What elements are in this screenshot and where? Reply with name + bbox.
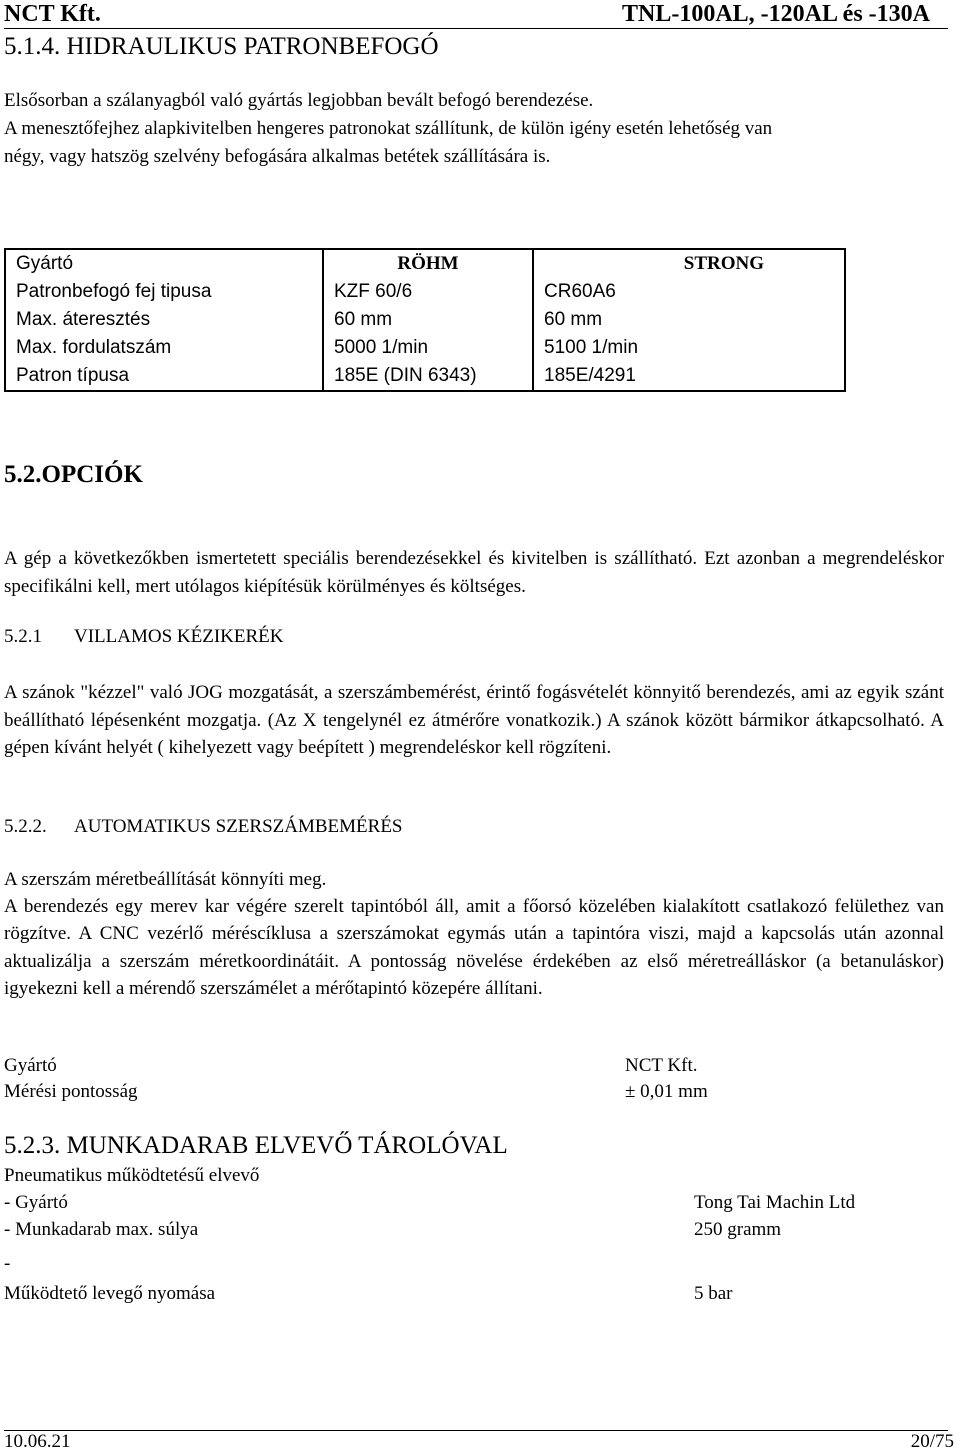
footer-rule bbox=[4, 1430, 948, 1431]
section-523-title: 5.2.3. MUNKADARAB ELVEVŐ TÁROLÓVAL bbox=[4, 1132, 508, 1159]
table-row bbox=[5, 362, 845, 391]
table-cell: 60 mm bbox=[544, 309, 603, 330]
table-cell: 185E (DIN 6343) bbox=[323, 362, 533, 391]
table-cell: CR60A6 bbox=[544, 281, 616, 302]
header-cell-strong: STRONG bbox=[683, 253, 764, 274]
spec-value-manufacturer: NCT Kft. bbox=[625, 1055, 698, 1076]
table-cell: 60 mm bbox=[323, 306, 533, 334]
table-cell: Max. áteresztés bbox=[5, 306, 323, 334]
table-cell: Max. fordulatszám bbox=[5, 334, 323, 362]
section-521-title: VILLAMOS KÉZIKERÉK bbox=[74, 626, 284, 647]
table-cell: Patronbefogó fej tipusa bbox=[5, 278, 323, 306]
header-cell-rohm: RÖHM bbox=[323, 249, 533, 278]
spec-label-pressure: Működtető levegő nyomása bbox=[4, 1283, 216, 1304]
section-522-number: 5.2.2. bbox=[4, 816, 47, 837]
header-rule bbox=[4, 28, 948, 29]
section-52-text: A gép a következőkben ismertetett speciális berendezésekkel és kivitelben is szállítható. Ezt azonban a megrendeléskor specifikálni kell, mert utólagos kiépítésük körülményes és költséges. bbox=[4, 548, 944, 597]
table-row bbox=[5, 306, 845, 334]
table-cell: 185E/4291 bbox=[544, 365, 636, 386]
section-521-number: 5.2.1 bbox=[4, 626, 42, 647]
section-522-text: A berendezés egy merev kar végére szerelt tapintóból áll, amit a főorsó közelében kialakított csatlakozó felülethez van rögzítve. A CNC vezérlő méréscíklusa a szerszámokat egymás után a tapintóra viszi, majd a kapcsolás után azonnal aktualizálja a szerszám méretkoordinátáit. A pontosság növelése érdekében az első méretreálláskor (a betanuláskor) igyekezni kell a mérendő szerszámélet a mérőtapintó közepére állítani. bbox=[4, 896, 944, 999]
table-cell: Patron típusa bbox=[5, 362, 323, 391]
spec-value-max-weight: 250 gramm bbox=[694, 1219, 782, 1240]
table-cell: KZF 60/6 bbox=[323, 278, 533, 306]
table-row bbox=[5, 278, 845, 306]
table-row bbox=[5, 334, 845, 362]
spec-label-accuracy: Mérési pontosság bbox=[4, 1081, 138, 1102]
section-514-title: 5.1.4. HIDRAULIKUS PATRONBEFOGÓ bbox=[4, 33, 439, 60]
section-523-subtitle: Pneumatikus működtetésű elvevő bbox=[4, 1165, 260, 1186]
spec-dash: - bbox=[4, 1253, 11, 1274]
table-cell: 5100 1/min bbox=[544, 337, 639, 358]
spec-value-accuracy: ± 0,01 mm bbox=[625, 1081, 708, 1102]
section-521-text: A szánok "kézzel" való JOG mozgatását, a szerszámbemérést, érintő fogásvételét könnyitő berendezés, ami az egyik szánt beállítható lépésenként mozgatja. (Az X tengelynél ez átmérőre vonatkozik.) A szánok között bármikor átkapcsolható. A gépen kívánt helyét ( kihelyezett vagy beépített ) megrendeléskor kell rögzíteni. bbox=[4, 682, 944, 758]
table-header-row bbox=[5, 249, 845, 278]
spec-label-manufacturer-2: - Gyártó bbox=[4, 1192, 68, 1213]
footer-date: 10.06.21 bbox=[4, 1431, 71, 1452]
spec-label-manufacturer: Gyártó bbox=[4, 1055, 57, 1076]
spec-value-manufacturer-2: Tong Tai Machin Ltd bbox=[694, 1192, 856, 1213]
footer-page-number: 20/75 bbox=[910, 1431, 954, 1452]
spec-value-pressure: 5 bar bbox=[694, 1283, 733, 1304]
section-52-title: 5.2.OPCIÓK bbox=[4, 461, 143, 488]
section-522-title: AUTOMATIKUS SZERSZÁMBEMÉRÉS bbox=[74, 816, 403, 837]
spec-label-max-weight: - Munkadarab max. súlya bbox=[4, 1219, 199, 1240]
chuck-spec-table bbox=[4, 248, 846, 392]
section-522-intro: A szerszám méretbeállítását könnyíti meg. bbox=[4, 869, 327, 890]
header-cell-manufacturer: Gyártó bbox=[5, 249, 323, 278]
section-514-line-3: négy, vagy hatszög szelvény befogására alkalmas betétek szállítására is. bbox=[4, 146, 551, 167]
header-company: NCT Kft. bbox=[4, 1, 101, 27]
header-model: TNL-100AL, -120AL és -130A bbox=[621, 1, 930, 27]
table-cell: 5000 1/min bbox=[323, 334, 533, 362]
section-514-line-1: Elsősorban a szálanyagból való gyártás legjobban bevált befogó berendezése. bbox=[4, 90, 594, 111]
section-514-line-2: A menesztőfejhez alapkivitelben hengeres patronokat szállítunk, de külön igény esetén lehetőség van bbox=[4, 118, 773, 139]
